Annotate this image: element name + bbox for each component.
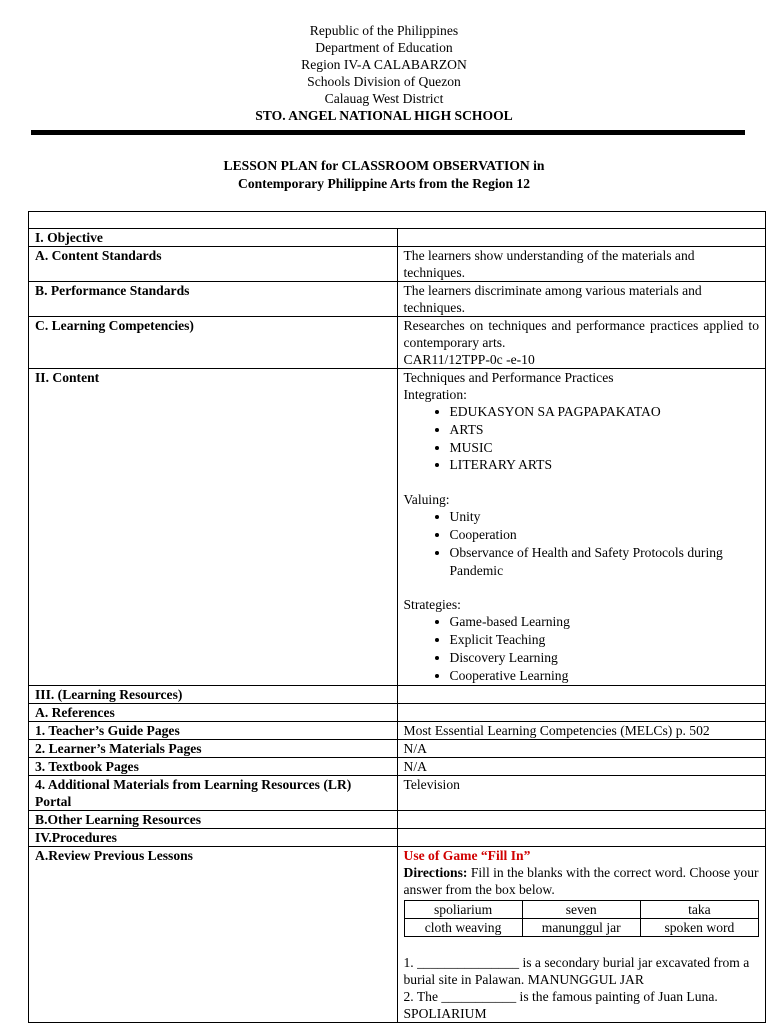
table-row bbox=[29, 757, 766, 775]
lesson-plan-table bbox=[28, 211, 766, 1023]
question-2: 2. The ___________ is the famous painting of Juan Luna. SPOLIARIUM bbox=[403, 988, 718, 1021]
document-header bbox=[0, 22, 768, 124]
table-row bbox=[29, 282, 766, 317]
header-line: Region IV-A CALABARZON bbox=[301, 57, 467, 72]
header-line: Calauag West District bbox=[324, 91, 444, 106]
list-item: • ARTS bbox=[450, 421, 760, 439]
content-heading: II. Content bbox=[29, 369, 398, 686]
directions-text: Fill in the blanks with the correct word. Choose your answer from the box below. bbox=[403, 864, 759, 897]
table-row bbox=[404, 918, 759, 936]
word-box bbox=[404, 900, 760, 937]
valuing-list bbox=[404, 508, 760, 579]
table-row bbox=[29, 828, 766, 846]
table-row bbox=[29, 846, 766, 1022]
integration-label: Integration: bbox=[403, 387, 467, 402]
learning-competencies-value: Researches on techniques and performance practices applied to contemporary arts. bbox=[403, 318, 759, 350]
table-row bbox=[404, 900, 759, 918]
teachers-guide-value: Most Essential Learning Competencies (MELCs) p. 502 bbox=[397, 721, 766, 739]
table-row bbox=[29, 775, 766, 810]
word-cell: spoken word bbox=[640, 918, 758, 936]
additional-materials-label: 4. Additional Materials from Learning Resources (LR) Portal bbox=[29, 775, 398, 810]
header-line: Republic of the Philippines bbox=[309, 23, 459, 38]
strategies-list bbox=[404, 613, 760, 684]
list-item: • Explicit Teaching bbox=[450, 631, 760, 649]
word-cell: seven bbox=[522, 900, 640, 918]
content-topic: Techniques and Performance Practices bbox=[403, 370, 614, 385]
competency-code: CAR11/12TPP-0c -e-10 bbox=[403, 352, 535, 367]
directions-label: Directions: bbox=[403, 864, 468, 880]
integration-list bbox=[404, 403, 760, 474]
list-item: • Cooperation bbox=[450, 526, 760, 544]
content-standards-label: A. Content Standards bbox=[29, 247, 398, 282]
word-cell: manunggul jar bbox=[522, 918, 640, 936]
header-divider bbox=[31, 130, 745, 135]
list-item: • Cooperative Learning bbox=[450, 667, 760, 685]
table-row bbox=[29, 685, 766, 703]
title-line-1: LESSON PLAN for CLASSROOM OBSERVATION in bbox=[223, 158, 545, 173]
header-line: Schools Division of Quezon bbox=[307, 74, 461, 89]
table-row bbox=[29, 810, 766, 828]
directions bbox=[404, 864, 760, 898]
table-row bbox=[29, 721, 766, 739]
textbook-pages-label: 3. Textbook Pages bbox=[29, 757, 398, 775]
review-previous-lessons-label: A.Review Previous Lessons bbox=[29, 846, 398, 1022]
valuing-label: Valuing: bbox=[403, 492, 450, 508]
table-row bbox=[29, 247, 766, 282]
table-row bbox=[29, 212, 766, 229]
list-item: • MUSIC bbox=[450, 439, 760, 457]
list-item: • EDUKASYON SA PAGPAPAKATAO bbox=[450, 403, 760, 421]
strategies-label: Strategies: bbox=[403, 597, 461, 613]
teachers-guide-label: 1. Teacher’s Guide Pages bbox=[29, 721, 398, 739]
table-row bbox=[29, 229, 766, 247]
word-cell: cloth weaving bbox=[404, 918, 522, 936]
performance-standards-label: B. Performance Standards bbox=[29, 282, 398, 317]
learners-materials-label: 2. Learner’s Materials Pages bbox=[29, 739, 398, 757]
header-line: Department of Education bbox=[315, 40, 453, 55]
content-standards-value: The learners show understanding of the materials and techniques. bbox=[397, 247, 766, 282]
game-title: Use of Game “Fill In” bbox=[403, 847, 531, 863]
table-row bbox=[29, 703, 766, 721]
list-item: • Game-based Learning bbox=[450, 613, 760, 631]
list-item: • LITERARY ARTS bbox=[450, 456, 760, 474]
table-row bbox=[29, 317, 766, 369]
references-heading: A. References bbox=[29, 703, 398, 721]
table-row bbox=[29, 739, 766, 757]
table-row bbox=[29, 369, 766, 686]
list-item: • Unity bbox=[450, 508, 760, 526]
additional-materials-value: Television bbox=[397, 775, 766, 810]
word-cell: taka bbox=[640, 900, 758, 918]
list-item: • Discovery Learning bbox=[450, 649, 760, 667]
school-name: STO. ANGEL NATIONAL HIGH SCHOOL bbox=[255, 108, 513, 123]
word-cell: spoliarium bbox=[404, 900, 522, 918]
learning-resources-heading: III. (Learning Resources) bbox=[29, 685, 398, 703]
procedures-heading: IV.Procedures bbox=[29, 828, 398, 846]
learning-competencies-label: C. Learning Competencies) bbox=[29, 317, 398, 369]
page-title bbox=[0, 157, 768, 193]
question-1: 1. _______________ is a secondary burial jar excavated from a burial site in Palawan. MANUNGGUL JAR bbox=[403, 954, 750, 987]
list-item: • Observance of Health and Safety Protocols during Pandemic bbox=[450, 544, 760, 580]
objective-heading: I. Objective bbox=[29, 229, 398, 247]
learners-materials-value: N/A bbox=[397, 739, 766, 757]
other-resources-heading: B.Other Learning Resources bbox=[29, 810, 398, 828]
textbook-pages-value: N/A bbox=[397, 757, 766, 775]
performance-standards-value: The learners discriminate among various materials and techniques. bbox=[397, 282, 766, 317]
title-line-2: Contemporary Philippine Arts from the Region 12 bbox=[238, 176, 530, 191]
